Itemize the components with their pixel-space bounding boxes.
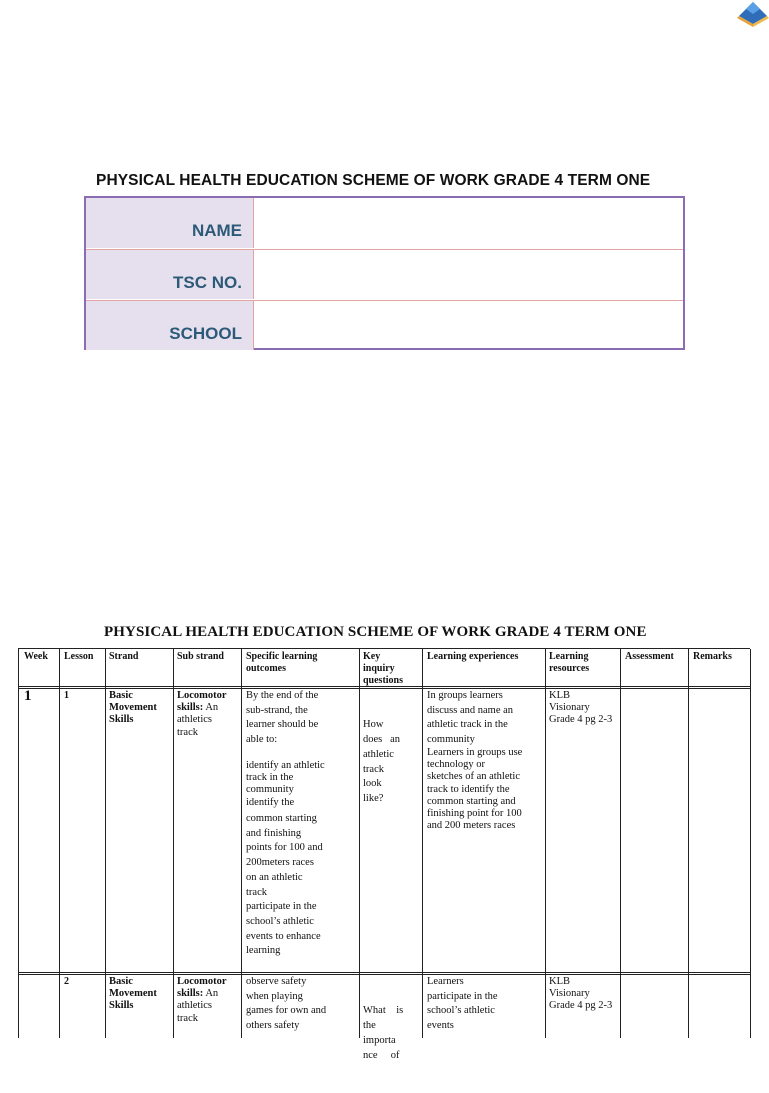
header-inquiry: Key inquiry questions bbox=[363, 651, 404, 686]
school-value bbox=[255, 301, 683, 350]
header-resources: Learning resources bbox=[549, 651, 590, 674]
row2-strand: Basic Movement Skills bbox=[109, 976, 157, 1012]
col-divider bbox=[241, 649, 242, 1038]
tsc-no-value bbox=[255, 250, 683, 299]
row1-experiences-b: Learners in groups use technology or sketches of an athletic track to identify the common starting and finishing point for 100 and 200 meters races bbox=[427, 747, 523, 832]
header-strand: Strand bbox=[109, 651, 139, 662]
tsc-no-label: TSC NO. bbox=[86, 250, 254, 299]
row1-strand: Basic Movement Skills bbox=[109, 690, 157, 726]
header-assessment: Assessment bbox=[625, 651, 674, 662]
header-outcomes: Specific learning outcomes bbox=[246, 651, 318, 674]
header-experiences: Learning experiences bbox=[427, 651, 519, 662]
cover-title: PHYSICAL HEALTH EDUCATION SCHEME OF WORK GRADE 4 TERM ONE bbox=[96, 172, 651, 189]
col-divider bbox=[359, 649, 360, 1038]
row2-experiences: Learners participate in the school’s athletic events bbox=[427, 976, 498, 1032]
row-divider bbox=[19, 972, 750, 973]
col-divider bbox=[59, 649, 60, 1038]
row1-week: 1 bbox=[24, 688, 32, 704]
info-row-school bbox=[86, 300, 683, 350]
name-label: NAME bbox=[86, 198, 254, 248]
scheme-title: PHYSICAL HEALTH EDUCATION SCHEME OF WORK GRADE 4 TERM ONE bbox=[104, 624, 647, 640]
row1-inquiry: How does an athletic track look like? bbox=[363, 719, 401, 804]
col-divider bbox=[688, 649, 689, 1038]
col-divider bbox=[545, 649, 546, 1038]
publisher-logo-icon bbox=[737, 0, 769, 28]
row1-outcomes-list-a: identify an athletic track in the community identify the bbox=[246, 760, 325, 808]
header-week: Week bbox=[24, 651, 48, 662]
row1-experiences-a: In groups learners discuss and name an athletic track in the community bbox=[427, 690, 514, 746]
row1-outcomes-list-b: common starting and finishing points for 100 and 200meters races on an athletic track participate in the school’s athletic events to enhance learning bbox=[246, 813, 323, 957]
col-divider bbox=[620, 649, 621, 1038]
col-divider bbox=[173, 649, 174, 1038]
col-divider bbox=[422, 649, 423, 1038]
header-sub-strand: Sub strand bbox=[177, 651, 224, 662]
header-remarks: Remarks bbox=[693, 651, 732, 662]
row1-lesson: 1 bbox=[64, 690, 69, 701]
row2-resources: KLB Visionary Grade 4 pg 2-3 bbox=[549, 976, 613, 1012]
info-row-tsc bbox=[86, 249, 683, 299]
header-lesson: Lesson bbox=[64, 651, 94, 662]
col-divider bbox=[750, 649, 751, 1038]
scheme-table bbox=[18, 648, 750, 1061]
row2-lesson: 2 bbox=[64, 976, 69, 987]
col-divider bbox=[105, 649, 106, 1038]
teacher-info-table bbox=[84, 196, 685, 350]
row1-outcomes-intro: By the end of the sub-strand, the learner should be able to: bbox=[246, 690, 319, 746]
row2-inquiry: What is the importa nce of bbox=[363, 1005, 404, 1061]
name-value bbox=[255, 198, 683, 248]
row2-outcomes: observe safety when playing games for own and others safety bbox=[246, 976, 327, 1032]
row1-sub-strand: Locomotor skills: An athletics track bbox=[177, 690, 227, 738]
info-row-name bbox=[86, 198, 683, 248]
row2-sub-strand: Locomotor skills: An athletics track bbox=[177, 976, 227, 1024]
school-label: SCHOOL bbox=[86, 301, 254, 350]
row1-resources: KLB Visionary Grade 4 pg 2-3 bbox=[549, 690, 613, 726]
